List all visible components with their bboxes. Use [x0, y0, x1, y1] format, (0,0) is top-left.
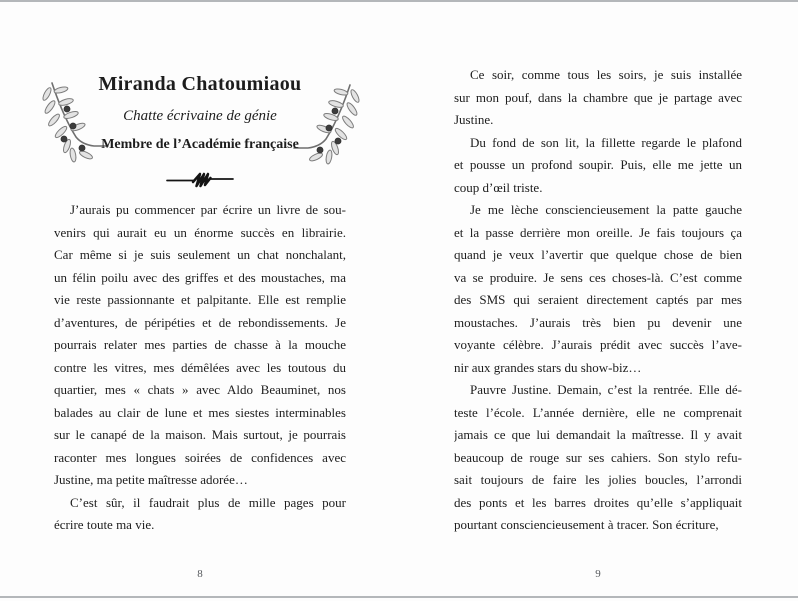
text-line: pourrais relater mes parties de chasse à la mouche: [54, 337, 346, 352]
paragraph: [54, 492, 346, 537]
text-line: un félin poilu avec des griffes et des moustaches, ma: [54, 269, 346, 285]
text-line: sur mon pouf, dans la chambre que je partage avec: [454, 89, 742, 105]
page-body: [54, 199, 346, 537]
text-line: pourtant consciencieusement à tracer. Son écriture,: [454, 517, 719, 532]
paragraph: [454, 379, 742, 537]
page-left: [54, 0, 346, 601]
text-line: Pauvre Justine. Demain, c’est la rentrée. Elle dé-: [470, 382, 742, 397]
squiggle-divider-icon: [165, 171, 235, 189]
text-line: quand je veux l’avertir que quelque chose de bien: [454, 247, 742, 262]
text-line: va se produire. Je sens ces choses-là. C’est comme: [454, 269, 742, 285]
author-name: Miranda Chatoumiaou: [98, 73, 302, 95]
text-line: écrire toute ma vie.: [54, 517, 155, 532]
text-line: sait toujours de faire les jolies boucles, l’arrondi: [454, 472, 742, 487]
text-line: coup d’œil triste.: [454, 179, 543, 195]
text-line: moustaches. J’aurais très bien pu devenir une: [454, 314, 742, 330]
text-line: Du fond de son lit, la fillette regarde le plafond: [470, 134, 742, 150]
text-line: d’aventures, de péripéties et de rebondissements. Je: [54, 314, 346, 330]
text-line: et pousse un profond soupir. Puis, elle me jette un: [454, 157, 742, 172]
paragraph: [54, 199, 346, 492]
text-line: teste l’école. L’année dernière, elle ne comprenait: [454, 404, 742, 420]
text-line: balades au clair de lune et mes siestes interminables: [54, 404, 346, 420]
text-line: Justine, ma petite maîtresse adorée…: [54, 472, 248, 487]
author-membership: Membre de l’Académie française: [101, 137, 299, 152]
bottom-rule: [0, 596, 798, 598]
paragraph: [454, 64, 742, 132]
text-line: sur le canapé de la maison. Mais surtout, je pourrais: [54, 427, 346, 442]
text-line: voyante célèbre. J’aurais prédit avec succès l’ave-: [454, 337, 742, 352]
text-line: Je me lèche consciencieusement la patte gauche: [470, 202, 742, 217]
text-line: jamais ce que lui demandait la maîtresse. Il y avait: [454, 427, 742, 442]
text-line: contre les vitres, mes démêlées avec les toutous du: [54, 359, 346, 375]
text-line: J’aurais pu commencer par écrire un livre de sou-: [70, 202, 346, 217]
text-line: quartier, mes « chats » avec Aldo Beauminet, nos: [54, 382, 346, 397]
text-line: nir aux grandes stars du show-biz…: [454, 359, 642, 375]
author-role: Chatte écrivaine de génie: [123, 108, 277, 124]
text-line: Ce soir, comme tous les soirs, je suis installée: [470, 67, 742, 82]
text-line: Car même si je suis seulement un chat nonchalant,: [54, 247, 346, 262]
text-line: vie reste passionnante et palpitante. Elle est remplie: [54, 292, 346, 307]
text-line: Justine.: [454, 112, 494, 127]
text-line: raconter mes longues soirées de confidences avec: [54, 449, 346, 465]
page-body: [454, 64, 742, 537]
text-line: et la passe derrière mon oreille. Je fais toujours ça: [454, 224, 742, 240]
page-number: 9: [595, 568, 601, 580]
paragraph: [454, 199, 742, 379]
text-line: des ponts et les barres droites qu’elle s’appliquait: [454, 494, 742, 510]
text-line: venirs qui aurait eu un énorme succès en librairie.: [54, 224, 346, 240]
page-right: [454, 0, 742, 601]
text-line: des SMS qui seraient directement captés par mes: [454, 292, 742, 307]
paragraph: [454, 132, 742, 200]
text-line: beaucoup de rouge sur ses cahiers. Son stylo refu-: [454, 449, 742, 465]
page-number: 8: [197, 568, 203, 580]
text-line: C’est sûr, il faudrait plus de mille pages pour: [70, 494, 346, 510]
